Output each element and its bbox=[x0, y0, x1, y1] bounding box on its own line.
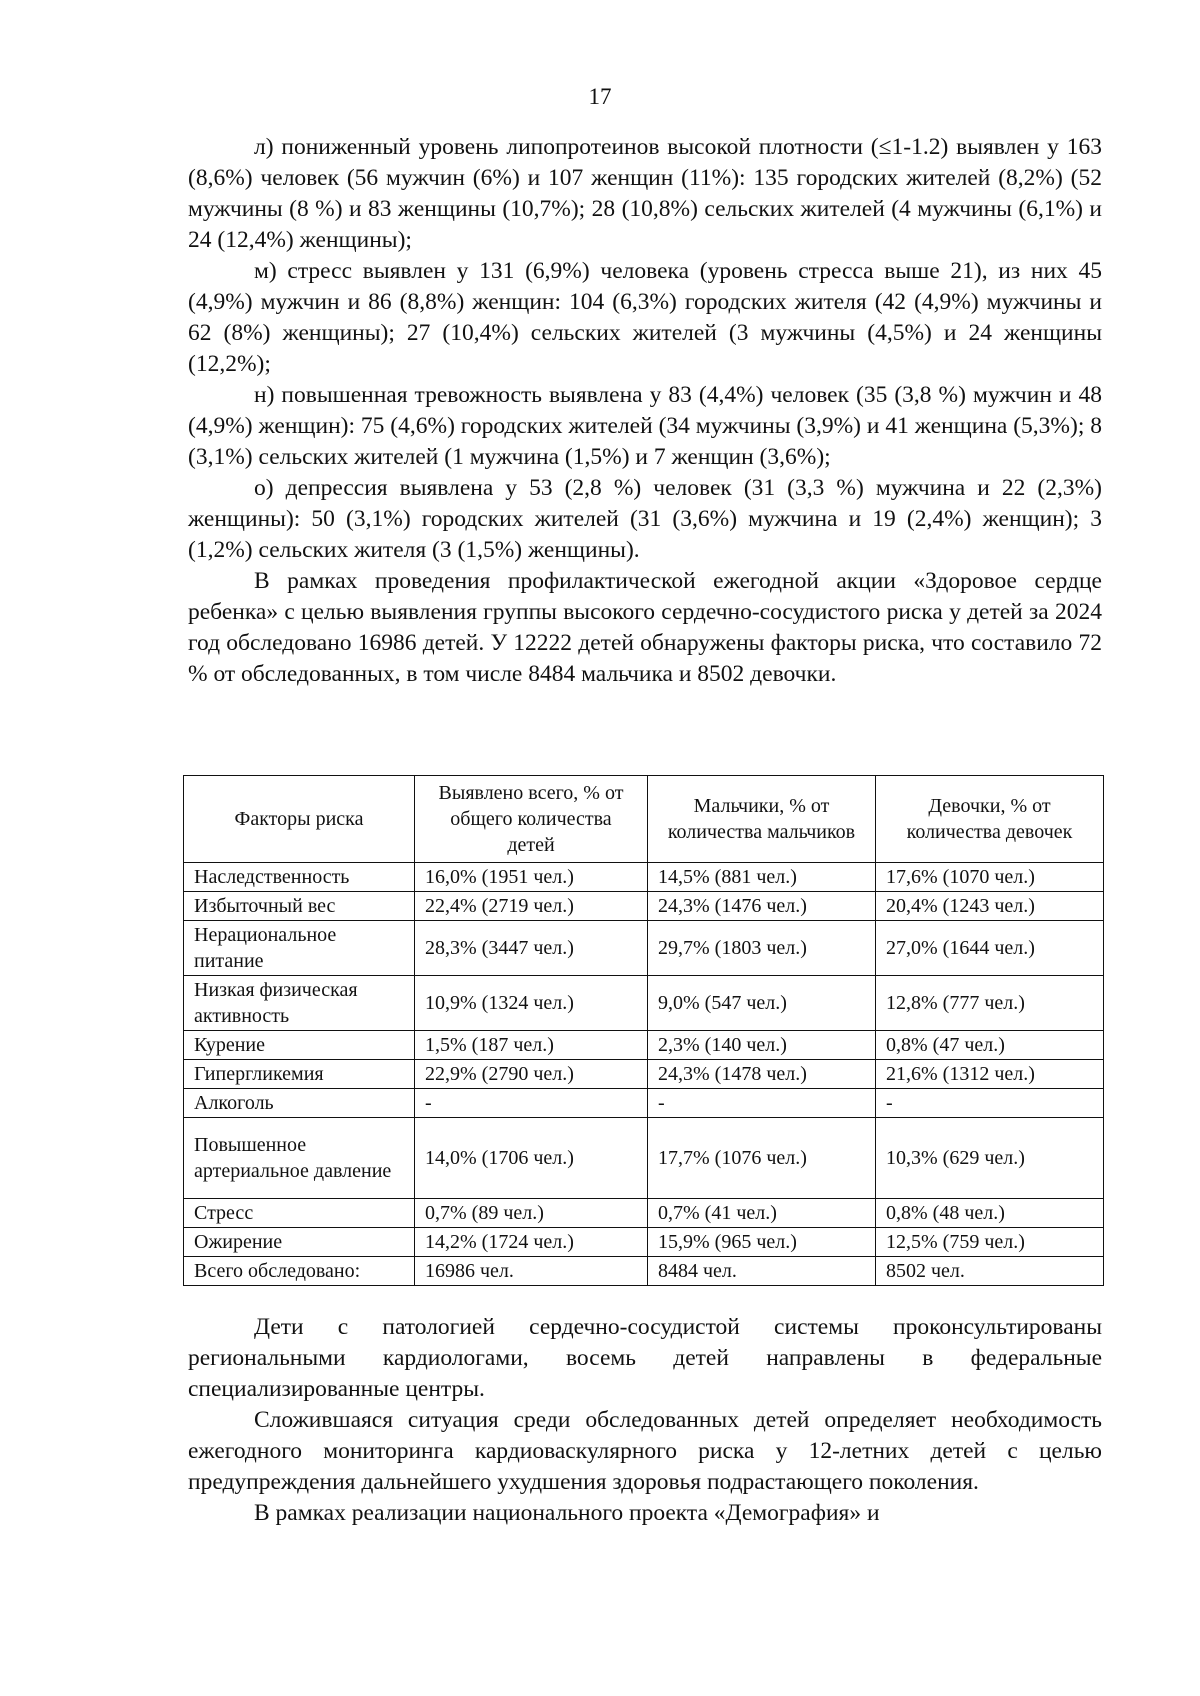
total-cell: 10,9% (1324 чел.) bbox=[415, 976, 648, 1031]
header-risk-factors: Факторы риска bbox=[184, 776, 415, 863]
paragraph-l: л) пониженный уровень липопротеинов высокой плотности (≤1-1.2) выявлен у 163 (8,6%) человек (56 мужчин (6%) и 107 женщин (11%): 135 городских жителей (8,2%) (52 мужчины (8 %) и 83 женщины (10,7%); 28 (10,8%) сельских жителей (4 мужчины (6,1%) и 24 (12,4%) женщины); bbox=[188, 134, 1102, 253]
paragraph-m: м) стресс выявлен у 131 (6,9%) человека (уровень стресса выше 21), из них 45 (4,9%) мужчин и 86 (8,8%) женщин: 104 (6,3%) городских жителя (42 (4,9%) мужчины и 62 (8%) женщины); 27 (10,4%) сельских жителей (3 мужчины (4,5%) и 24 женщины (12,2%); bbox=[188, 258, 1102, 377]
table-row bbox=[184, 1228, 1104, 1257]
total-cell: 22,4% (2719 чел.) bbox=[415, 892, 648, 921]
girls-cell: 17,6% (1070 чел.) bbox=[876, 863, 1104, 892]
risk-factors-table-wrapper bbox=[183, 775, 1103, 1286]
boys-cell: 24,3% (1476 чел.) bbox=[648, 892, 876, 921]
table-row bbox=[184, 1199, 1104, 1228]
factor-cell: Всего обследовано: bbox=[184, 1257, 415, 1286]
table-row bbox=[184, 892, 1104, 921]
boys-cell: 0,7% (41 чел.) bbox=[648, 1199, 876, 1228]
factor-cell: Курение bbox=[184, 1031, 415, 1060]
boys-cell: 9,0% (547 чел.) bbox=[648, 976, 876, 1031]
factor-cell: Стресс bbox=[184, 1199, 415, 1228]
total-cell: 22,9% (2790 чел.) bbox=[415, 1060, 648, 1089]
bottom-text-block bbox=[188, 1312, 1102, 1529]
factor-cell: Ожирение bbox=[184, 1228, 415, 1257]
girls-cell: 8502 чел. bbox=[876, 1257, 1104, 1286]
table-row bbox=[184, 976, 1104, 1031]
header-girls: Девочки, % от количества девочек bbox=[876, 776, 1104, 863]
boys-cell: - bbox=[648, 1089, 876, 1118]
girls-cell: 21,6% (1312 чел.) bbox=[876, 1060, 1104, 1089]
factor-cell: Нерациональное питание bbox=[184, 921, 415, 976]
paragraph-monitoring: Сложившаяся ситуация среди обследованных детей определяет необходимость ежегодного мониторинга кардиоваскулярного риска у 12-летних детей с целью предупреждения дальнейшего ухудшения здоровья подрастающего поколения. bbox=[188, 1407, 1102, 1495]
table-row bbox=[184, 863, 1104, 892]
girls-cell: 12,5% (759 чел.) bbox=[876, 1228, 1104, 1257]
paragraph-n: н) повышенная тревожность выявлена у 83 (4,4%) человек (35 (3,8 %) мужчин и 48 (4,9%) женщин): 75 (4,6%) городских жителей (34 мужчины (3,9%) и 41 женщина (5,3%); 8 (3,1%) сельских жителей (1 мужчина (1,5%) и 7 женщин (3,6%); bbox=[188, 382, 1102, 470]
table-row bbox=[184, 1060, 1104, 1089]
table-row bbox=[184, 1089, 1104, 1118]
girls-cell: 10,3% (629 чел.) bbox=[876, 1118, 1104, 1199]
girls-cell: 20,4% (1243 чел.) bbox=[876, 892, 1104, 921]
table-header-row bbox=[184, 776, 1104, 863]
boys-cell: 29,7% (1803 чел.) bbox=[648, 921, 876, 976]
total-cell: 16,0% (1951 чел.) bbox=[415, 863, 648, 892]
paragraph-heart-campaign: В рамках проведения профилактической ежегодной акции «Здоровое сердце ребенка» с целью выявления группы высокого сердечно-сосудистого риска у детей за 2024 год обследовано 16986 детей. У 12222 детей обнаружены факторы риска, что составило 72 % от обследованных, в том числе 8484 мальчика и 8502 девочки. bbox=[188, 568, 1102, 687]
table-row bbox=[184, 1118, 1104, 1199]
factor-cell: Повышенное артериальное давление bbox=[184, 1118, 415, 1199]
boys-cell: 17,7% (1076 чел.) bbox=[648, 1118, 876, 1199]
factor-cell: Гипергликемия bbox=[184, 1060, 415, 1089]
paragraph-cardiologists: Дети с патологией сердечно-сосудистой системы проконсультированы региональными кардиологами, восемь детей направлены в федеральные специализированные центры. bbox=[188, 1314, 1102, 1402]
factor-cell: Наследственность bbox=[184, 863, 415, 892]
total-cell: 28,3% (3447 чел.) bbox=[415, 921, 648, 976]
page-number: 17 bbox=[588, 84, 612, 109]
factor-cell: Низкая физическая активность bbox=[184, 976, 415, 1031]
total-cell: 16986 чел. bbox=[415, 1257, 648, 1286]
total-cell: 14,0% (1706 чел.) bbox=[415, 1118, 648, 1199]
girls-cell: - bbox=[876, 1089, 1104, 1118]
total-cell: 1,5% (187 чел.) bbox=[415, 1031, 648, 1060]
factor-cell: Избыточный вес bbox=[184, 892, 415, 921]
table-row bbox=[184, 1031, 1104, 1060]
boys-cell: 8484 чел. bbox=[648, 1257, 876, 1286]
risk-factors-table bbox=[183, 775, 1104, 1286]
boys-cell: 24,3% (1478 чел.) bbox=[648, 1060, 876, 1089]
table-row-total bbox=[184, 1257, 1104, 1286]
boys-cell: 2,3% (140 чел.) bbox=[648, 1031, 876, 1060]
total-cell: - bbox=[415, 1089, 648, 1118]
boys-cell: 14,5% (881 чел.) bbox=[648, 863, 876, 892]
factor-cell: Алкоголь bbox=[184, 1089, 415, 1118]
girls-cell: 0,8% (47 чел.) bbox=[876, 1031, 1104, 1060]
girls-cell: 0,8% (48 чел.) bbox=[876, 1199, 1104, 1228]
total-cell: 14,2% (1724 чел.) bbox=[415, 1228, 648, 1257]
boys-cell: 15,9% (965 чел.) bbox=[648, 1228, 876, 1257]
paragraph-o: о) депрессия выявлена у 53 (2,8 %) человек (31 (3,3 %) мужчина и 22 (2,3%) женщины): 50 (3,1%) городских жителей (31 (3,6%) мужчина и 19 (2,4%) женщин); 3 (1,2%) сельских жителя (3 (1,5%) женщины). bbox=[188, 475, 1102, 563]
table-row bbox=[184, 921, 1104, 976]
header-boys: Мальчики, % от количества мальчиков bbox=[648, 776, 876, 863]
top-text-block bbox=[188, 132, 1102, 690]
girls-cell: 27,0% (1644 чел.) bbox=[876, 921, 1104, 976]
paragraph-demography: В рамках реализации национального проекта «Демография» и bbox=[254, 1500, 880, 1526]
girls-cell: 12,8% (777 чел.) bbox=[876, 976, 1104, 1031]
header-total: Выявлено всего, % от общего количества детей bbox=[415, 776, 648, 863]
total-cell: 0,7% (89 чел.) bbox=[415, 1199, 648, 1228]
